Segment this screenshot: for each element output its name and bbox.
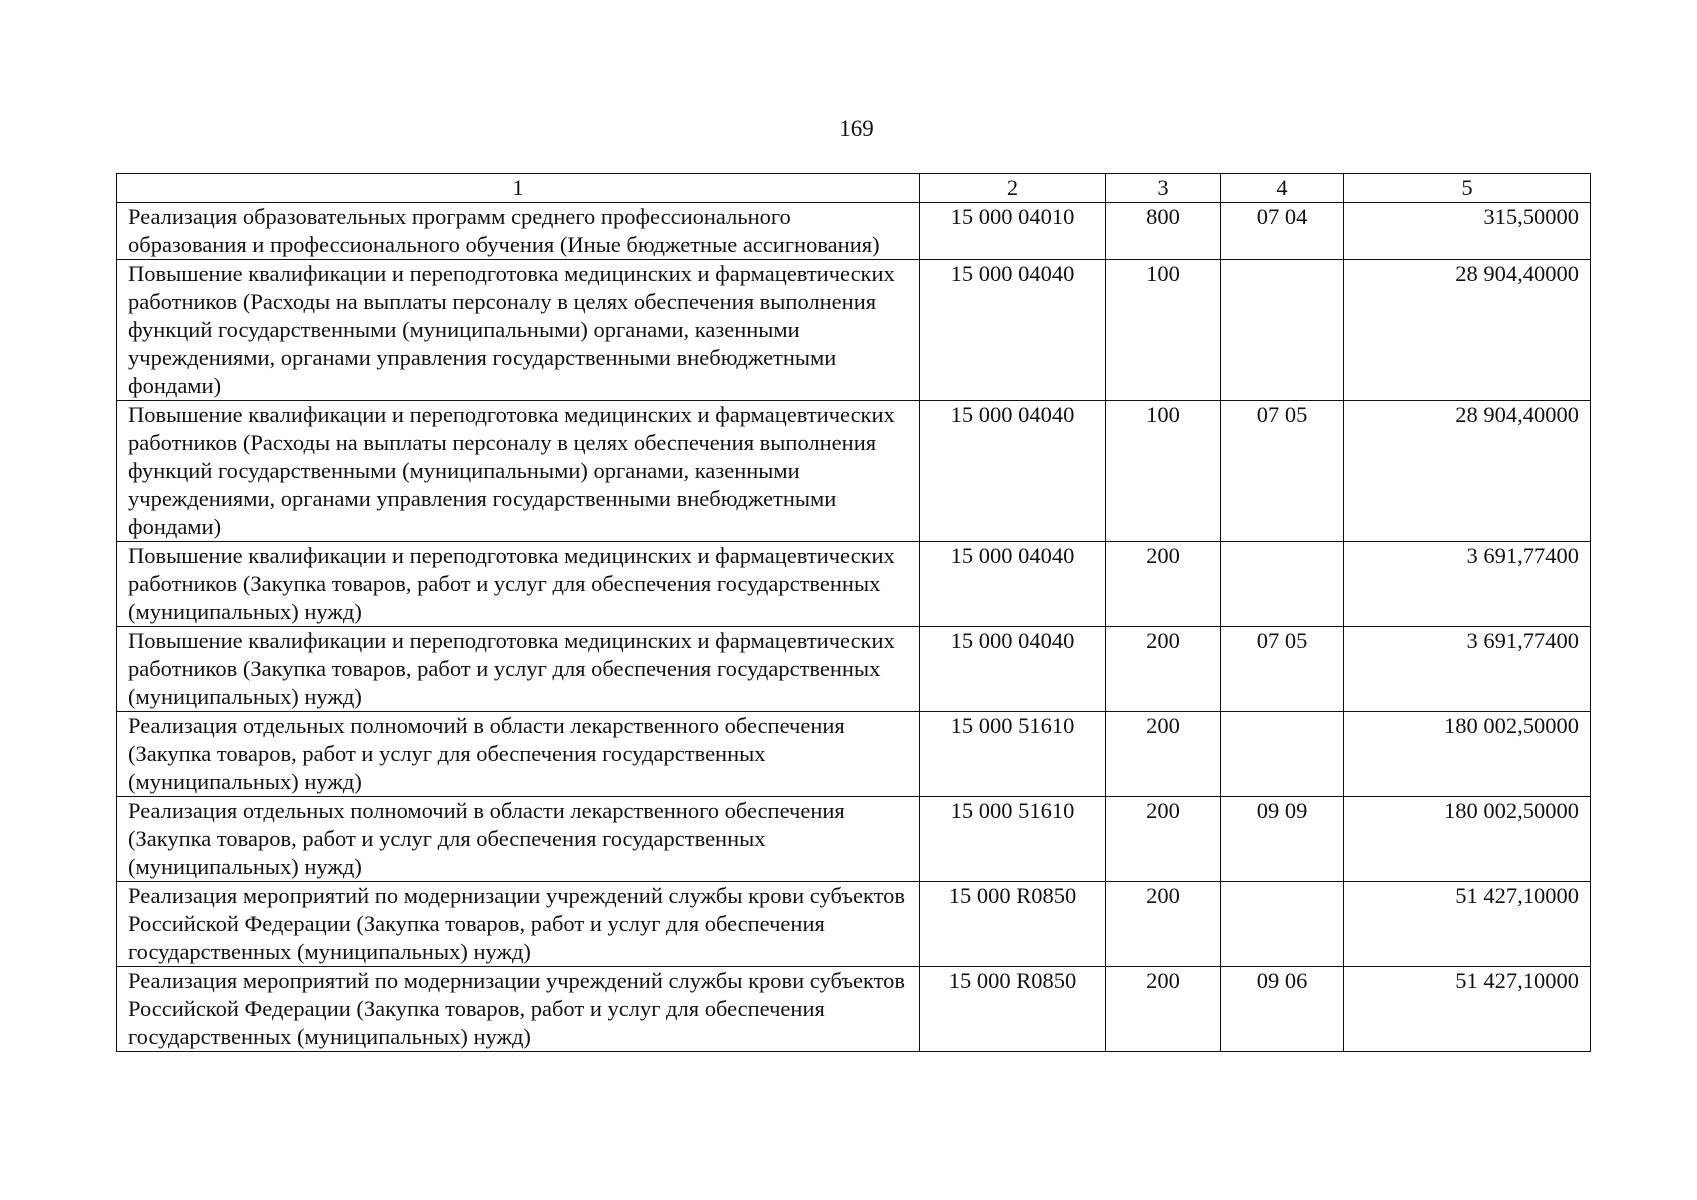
expense-type-cell: 800 — [1106, 203, 1221, 260]
table-row — [117, 712, 1591, 797]
table-row — [117, 260, 1591, 401]
section-cell — [1221, 542, 1344, 627]
header-col-5: 5 — [1344, 174, 1591, 203]
expense-name-cell: Реализация мероприятий по модернизации учреждений службы крови субъектов Российской Федерации (Закупка товаров, работ и услуг для обеспечения государственных (муниципальных) нужд) — [117, 882, 920, 967]
expense-type-cell: 200 — [1106, 712, 1221, 797]
table-row — [117, 401, 1591, 542]
expense-name-cell: Повышение квалификации и переподготовка медицинских и фармацевтических работников (Закупка товаров, работ и услуг для обеспечения государственных (муниципальных) нужд) — [117, 542, 920, 627]
table-row — [117, 542, 1591, 627]
expense-name-cell: Реализация отдельных полномочий в области лекарственного обеспечения (Закупка товаров, работ и услуг для обеспечения государственных (муниципальных) нужд) — [117, 797, 920, 882]
header-col-2: 2 — [920, 174, 1106, 203]
amount-cell: 315,50000 — [1344, 203, 1591, 260]
target-code-cell: 15 000 51610 — [920, 712, 1106, 797]
section-cell: 07 04 — [1221, 203, 1344, 260]
target-code-cell: 15 000 04040 — [920, 627, 1106, 712]
header-row — [117, 174, 1591, 203]
target-code-cell: 15 000 04040 — [920, 401, 1106, 542]
section-cell: 09 06 — [1221, 967, 1344, 1052]
amount-cell: 51 427,10000 — [1344, 882, 1591, 967]
amount-cell: 180 002,50000 — [1344, 797, 1591, 882]
expense-name-cell: Повышение квалификации и переподготовка медицинских и фармацевтических работников (Закупка товаров, работ и услуг для обеспечения государственных (муниципальных) нужд) — [117, 627, 920, 712]
expense-type-cell: 200 — [1106, 542, 1221, 627]
target-code-cell: 15 000 R0850 — [920, 882, 1106, 967]
expense-type-cell: 200 — [1106, 627, 1221, 712]
page-number: 169 — [839, 116, 874, 141]
section-cell — [1221, 712, 1344, 797]
table-row — [117, 627, 1591, 712]
section-cell: 07 05 — [1221, 627, 1344, 712]
table-row — [117, 797, 1591, 882]
expense-type-cell: 200 — [1106, 797, 1221, 882]
section-cell: 09 09 — [1221, 797, 1344, 882]
target-code-cell: 15 000 R0850 — [920, 967, 1106, 1052]
header-col-1: 1 — [117, 174, 920, 203]
expense-type-cell: 200 — [1106, 967, 1221, 1052]
table-row — [117, 203, 1591, 260]
expense-name-cell: Реализация отдельных полномочий в области лекарственного обеспечения (Закупка товаров, работ и услуг для обеспечения государственных (муниципальных) нужд) — [117, 712, 920, 797]
expense-type-cell: 200 — [1106, 882, 1221, 967]
expense-name-cell: Повышение квалификации и переподготовка медицинских и фармацевтических работников (Расходы на выплаты персоналу в целях обеспечения выполнения функций государственными (муниципальными) органами, казенными учреждениями, органами управления государственными внебюджетными фондами) — [117, 401, 920, 542]
target-code-cell: 15 000 51610 — [920, 797, 1106, 882]
amount-cell: 28 904,40000 — [1344, 401, 1591, 542]
header-col-4: 4 — [1221, 174, 1344, 203]
amount-cell: 51 427,10000 — [1344, 967, 1591, 1052]
amount-cell: 3 691,77400 — [1344, 627, 1591, 712]
amount-cell: 3 691,77400 — [1344, 542, 1591, 627]
table-body — [117, 203, 1591, 1052]
section-cell — [1221, 882, 1344, 967]
table-header — [117, 174, 1591, 203]
target-code-cell: 15 000 04040 — [920, 260, 1106, 401]
target-code-cell: 15 000 04040 — [920, 542, 1106, 627]
expense-type-cell: 100 — [1106, 260, 1221, 401]
table-row — [117, 882, 1591, 967]
header-col-3: 3 — [1106, 174, 1221, 203]
expense-type-cell: 100 — [1106, 401, 1221, 542]
expense-name-cell: Повышение квалификации и переподготовка медицинских и фармацевтических работников (Расходы на выплаты персоналу в целях обеспечения выполнения функций государственными (муниципальными) органами, казенными учреждениями, органами управления государственными внебюджетными фондами) — [117, 260, 920, 401]
amount-cell: 180 002,50000 — [1344, 712, 1591, 797]
target-code-cell: 15 000 04010 — [920, 203, 1106, 260]
budget-table — [116, 173, 1591, 1052]
expense-name-cell: Реализация образовательных программ среднего профессионального образования и профессионального обучения (Иные бюджетные ассигнования) — [117, 203, 920, 260]
section-cell: 07 05 — [1221, 401, 1344, 542]
expense-name-cell: Реализация мероприятий по модернизации учреждений службы крови субъектов Российской Федерации (Закупка товаров, работ и услуг для обеспечения государственных (муниципальных) нужд) — [117, 967, 920, 1052]
section-cell — [1221, 260, 1344, 401]
amount-cell: 28 904,40000 — [1344, 260, 1591, 401]
table-row — [117, 967, 1591, 1052]
